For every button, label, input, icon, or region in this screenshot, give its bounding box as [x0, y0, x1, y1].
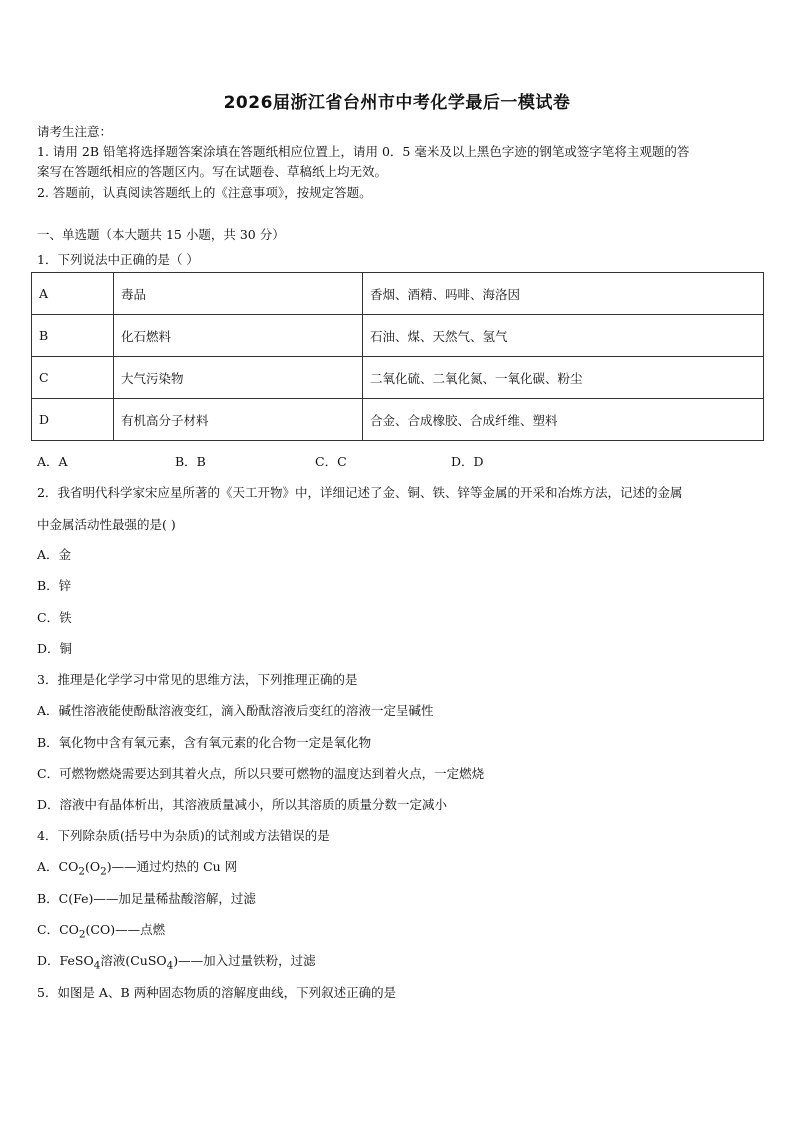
option-text: )——加入过量铁粉，过滤: [173, 953, 316, 968]
question-3-option-d[interactable]: D．溶液中有晶体析出，其溶液质量减小，所以其溶质的质量分数一定减小: [37, 797, 448, 812]
row-letter: D: [32, 399, 114, 441]
table-row: [32, 315, 764, 357]
question-2-stem-line-1: 2．我省明代科学家宋应星所著的《天工开物》中，详细记述了金、铜、铁、锌等金属的开采和冶炼方法，记述的金属: [37, 485, 683, 500]
question-3-option-b[interactable]: B．氧化物中含有氧元素，含有氧元素的化合物一定是氧化物: [37, 735, 372, 750]
option-text: (CO)——点燃: [85, 922, 166, 937]
option-text: C．CO: [37, 922, 79, 937]
row-examples: 合金、合成橡胶、合成纤维、塑料: [363, 399, 764, 441]
question-1-option-a[interactable]: A．A: [37, 454, 68, 469]
table-row: [32, 273, 764, 315]
question-3-option-a[interactable]: A．碱性溶液能使酚酞溶液变红，滴入酚酞溶液后变红的溶液一定呈碱性: [37, 703, 434, 718]
row-letter: B: [32, 315, 114, 357]
notice-heading: 请考生注意：: [37, 124, 113, 139]
question-4-option-b[interactable]: B．C(Fe)——加足量稀盐酸溶解，过滤: [37, 891, 256, 906]
subscript: 2: [78, 865, 85, 878]
subscript: 2: [78, 928, 86, 941]
option-text: )——通过灼热的 Cu 网: [106, 859, 238, 874]
question-1-stem: 1．下列说法中正确的是（ ）: [37, 252, 199, 267]
row-category: 大气污染物: [114, 357, 363, 399]
question-4-option-d[interactable]: [37, 951, 316, 972]
question-1-option-d[interactable]: D．D: [451, 454, 484, 469]
row-examples: 石油、煤、天然气、氢气: [363, 315, 764, 357]
question-2-option-a[interactable]: A．金: [37, 547, 72, 562]
row-letter: A: [32, 273, 114, 315]
row-category: 有机高分子材料: [114, 399, 363, 441]
row-category: 化石燃料: [114, 315, 363, 357]
notice-item-2: 2. 答题前，认真阅读答题纸上的《注意事项》，按规定答题。: [37, 185, 372, 200]
question-1-table: [31, 272, 764, 441]
question-5-stem: 5．如图是 A、B 两种固态物质的溶解度曲线，下列叙述正确的是: [37, 985, 397, 1000]
question-3-stem: 3．推理是化学学习中常见的思维方法，下列推理正确的是: [37, 672, 358, 687]
question-2-option-b[interactable]: B．锌: [37, 578, 72, 593]
row-letter: C: [32, 357, 114, 399]
question-4-option-a[interactable]: [37, 857, 237, 878]
section-heading: 一、单选题（本大题共 15 小题，共 30 分）: [37, 227, 285, 242]
question-1-option-c[interactable]: C．C: [315, 454, 347, 469]
question-1-option-b[interactable]: B．B: [175, 454, 206, 469]
table-row: [32, 399, 764, 441]
question-2-option-d[interactable]: D．铜: [37, 641, 73, 656]
question-4-stem: 4．下列除杂质(括号中为杂质)的试剂或方法错误的是: [37, 828, 330, 843]
question-1-options: [37, 452, 637, 468]
option-text: D．FeSO: [37, 953, 94, 968]
table-row: [32, 357, 764, 399]
row-examples: 香烟、酒精、吗啡、海洛因: [363, 273, 764, 315]
option-text: A．CO: [37, 859, 79, 874]
question-3-option-c[interactable]: C．可燃物燃烧需要达到其着火点，所以只要可燃物的温度达到着火点，一定燃烧: [37, 766, 485, 781]
row-examples: 二氧化硫、二氧化氮、一氧化碳、粉尘: [363, 357, 764, 399]
subscript: 2: [100, 865, 107, 878]
exam-title: 2026届浙江省台州市中考化学最后一模试卷: [223, 93, 571, 113]
subscript: 4: [93, 959, 101, 972]
question-2-stem-line-2: 中金属活动性最强的是( ): [37, 517, 176, 532]
notice-item-1-line-2: 案写在答题纸相应的答题区内。写在试题卷、草稿纸上均无效。: [37, 164, 388, 179]
row-category: 毒品: [114, 273, 363, 315]
subscript: 4: [166, 959, 174, 972]
question-4-option-c[interactable]: [37, 920, 165, 941]
notice-item-1-line-1: 1. 请用 2B 铅笔将选择题答案涂填在答题纸相应位置上，请用 0．5 毫米及以上黑色字迹的钢笔或签字笔将主观题的答: [37, 144, 690, 159]
option-text: 溶液(CuSO: [100, 953, 167, 968]
question-2-option-c[interactable]: C．铁: [37, 610, 72, 625]
option-text: (O: [84, 859, 101, 874]
